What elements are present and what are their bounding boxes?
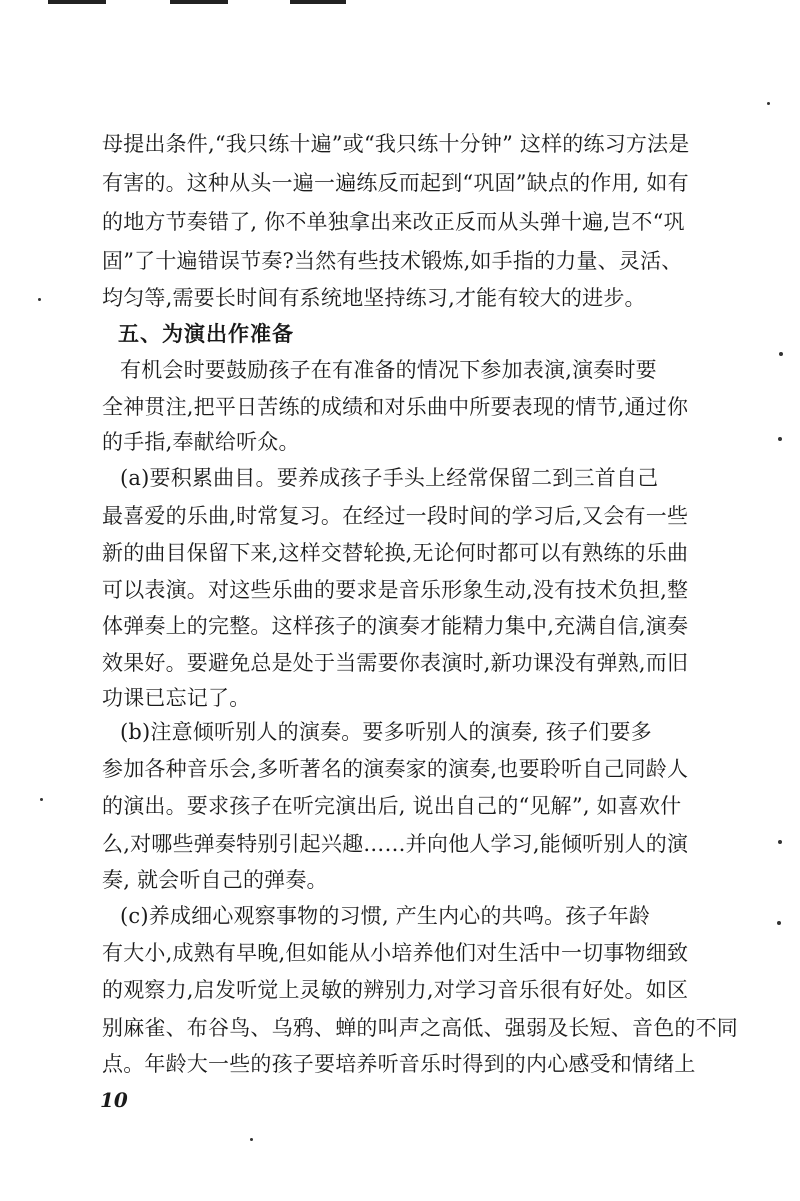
text-line-12: 新的曲目保留下来,这样交替轮换,无论何时都可以有熟练的乐曲: [102, 541, 689, 565]
text-line-9: 的手指,奉献给听众。: [102, 430, 300, 454]
text-line-10: (a)要积累曲目。要养成孩子手头上经常保留二到三首自己: [120, 466, 659, 490]
scan-speck: [250, 1138, 253, 1141]
text-line-23: 有大小,成熟有早晚,但如能从小培养他们对生活中一切事物细致: [102, 941, 689, 965]
text-line-5: 均匀等,需要长时间有系统地坚持练习,才能有较大的进步。: [102, 286, 646, 310]
text-line-18: 参加各种音乐会,多听著名的演奏家的演奏,也要聆听自己同龄人: [102, 757, 689, 781]
text-line-26: 点。年龄大一些的孩子要培养听音乐时得到的内心感受和情绪上: [102, 1052, 696, 1076]
top-rule-left: [48, 0, 106, 4]
text-line-8: 全神贯注,把平日苦练的成绩和对乐曲中所要表现的情节,通过你: [102, 395, 689, 419]
scan-speck: [767, 102, 770, 105]
text-line-2: 有害的。这种从头一遍一遍练反而起到“巩固”缺点的作用, 如有: [102, 171, 689, 195]
scan-speck: [778, 840, 782, 844]
text-line-17: (b)注意倾听别人的演奏。要多听别人的演奏, 孩子们要多: [120, 720, 652, 744]
text-line-15: 效果好。要避免总是处于当需要你表演时,新功课没有弹熟,而旧: [102, 651, 689, 675]
section-heading: 五、为演出作准备: [118, 321, 294, 346]
scan-speck: [779, 352, 783, 356]
text-line-22: (c)养成细心观察事物的习惯, 产生内心的共鸣。孩子年龄: [120, 904, 651, 928]
text-line-16: 功课已忘记了。: [102, 686, 251, 710]
top-rule-right: [290, 0, 346, 4]
text-line-25: 别麻雀、布谷鸟、乌鸦、蝉的叫声之高低、强弱及长短、音色的不同: [102, 1016, 738, 1040]
text-line-4: 固”了十遍错误节奏?当然有些技术锻炼,如手指的力量、灵活、: [102, 249, 683, 273]
text-line-1: 母提出条件,“我只练十遍”或“我只练十分钟” 这样的练习方法是: [102, 132, 690, 156]
text-line-21: 奏, 就会听自己的弹奏。: [102, 868, 328, 892]
text-line-11: 最喜爱的乐曲,时常复习。在经过一段时间的学习后,又会有一些: [102, 504, 689, 528]
text-line-13: 可以表演。对这些乐曲的要求是音乐形象生动,没有技术负担,整: [102, 578, 689, 602]
scan-speck: [38, 298, 41, 301]
text-line-24: 的观察力,启发听觉上灵敏的辨别力,对学习音乐很有好处。如区: [102, 978, 689, 1002]
text-line-7: 有机会时要鼓励孩子在有准备的情况下参加表演,演奏时要: [120, 358, 657, 382]
scan-speck: [40, 798, 43, 801]
scan-speck: [778, 437, 782, 441]
text-line-14: 体弹奏上的完整。这样孩子的演奏才能精力集中,充满自信,演奏: [102, 614, 689, 638]
scan-speck: [777, 921, 781, 925]
text-line-3: 的地方节奏错了, 你不单独拿出来改正反而从头弹十遍,岂不“巩: [102, 210, 685, 234]
page-number: 10: [100, 1088, 128, 1112]
top-rule-middle: [170, 0, 228, 4]
text-line-20: 么,对哪些弹奏特别引起兴趣……并向他人学习,能倾听别人的演: [102, 832, 689, 856]
text-line-19: 的演出。要求孩子在听完演出后, 说出自己的“见解”, 如喜欢什: [102, 794, 682, 818]
